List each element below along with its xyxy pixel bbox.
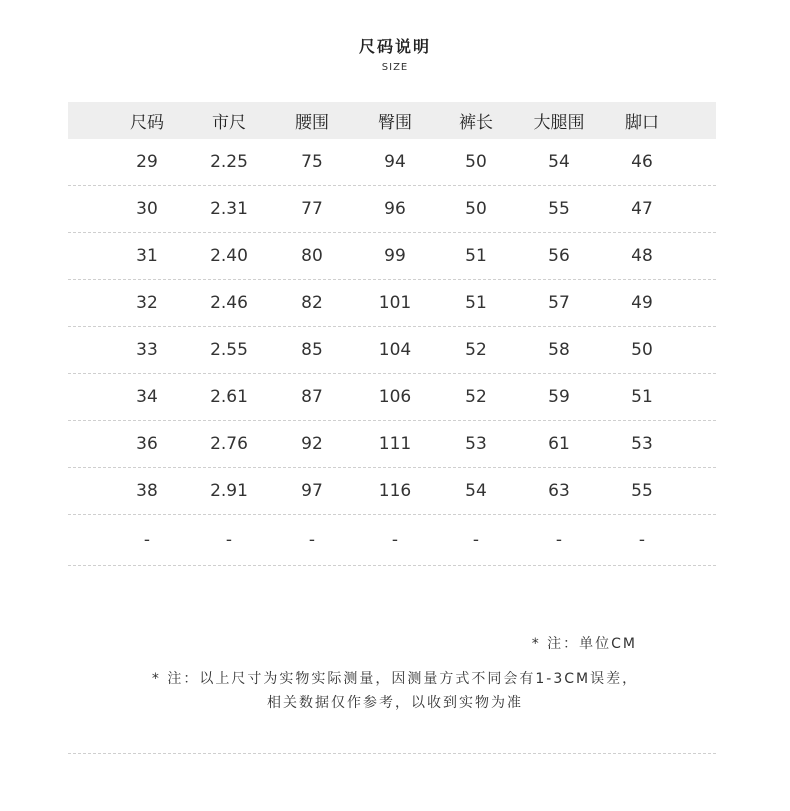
table-cell: 51 [465, 246, 487, 266]
table-cell: 63 [548, 481, 570, 501]
table-row [68, 139, 716, 186]
page-subtitle: SIZE [381, 62, 409, 73]
table-cell: 46 [631, 152, 653, 172]
table-cell: 33 [136, 340, 158, 360]
table-cell: 77 [301, 199, 323, 219]
table-cell: 82 [301, 293, 323, 313]
table-cell: 48 [631, 246, 653, 266]
table-cell: - [555, 530, 563, 550]
table-cell: - [225, 530, 233, 550]
table-cell: 80 [301, 246, 323, 266]
table-cell: 55 [631, 481, 653, 501]
table-cell: 47 [631, 199, 653, 219]
header-chi: 市尺 [212, 113, 246, 133]
table-row [68, 515, 716, 566]
table-cell: 94 [384, 152, 406, 172]
table-cell: 2.31 [210, 199, 248, 219]
table-cell: 51 [465, 293, 487, 313]
table-header-row [68, 102, 716, 139]
table-cell: 56 [548, 246, 570, 266]
table-cell: - [308, 530, 316, 550]
header-waist: 腰围 [295, 113, 329, 133]
table-cell: 50 [465, 152, 487, 172]
table-cell: 2.76 [210, 434, 248, 454]
table-row [68, 280, 716, 327]
table-cell: 54 [465, 481, 487, 501]
measurement-note-line-1: * 注：以上尺寸为实物实际测量，因测量方式不同会有1-3CM误差， [151, 671, 639, 687]
table-cell: 34 [136, 387, 158, 407]
table-cell: 31 [136, 246, 158, 266]
table-cell: 36 [136, 434, 158, 454]
header-hip: 臀围 [378, 113, 412, 133]
table-cell: 52 [465, 387, 487, 407]
table-cell: 2.61 [210, 387, 248, 407]
table-cell: 111 [378, 434, 412, 454]
unit-note: * 注：单位CM [531, 636, 637, 652]
header-thigh: 大腿围 [533, 113, 585, 133]
table-cell: 51 [631, 387, 653, 407]
table-cell: 104 [378, 340, 412, 360]
table-cell: 87 [301, 387, 323, 407]
table-row [68, 327, 716, 374]
table-cell: 55 [548, 199, 570, 219]
table-row [68, 186, 716, 233]
table-cell: 2.55 [210, 340, 248, 360]
table-cell: 75 [301, 152, 323, 172]
table-cell: - [391, 530, 399, 550]
table-cell: 97 [301, 481, 323, 501]
table-cell: 2.25 [210, 152, 248, 172]
table-cell: 61 [548, 434, 570, 454]
table-cell: 54 [548, 152, 570, 172]
measurement-note-line-2: 相关数据仅作参考，以收到实物为准 [267, 695, 523, 711]
table-cell: 29 [136, 152, 158, 172]
table-row [68, 421, 716, 468]
table-cell: 2.46 [210, 293, 248, 313]
table-cell: - [638, 530, 646, 550]
table-cell: 30 [136, 199, 158, 219]
table-cell: 85 [301, 340, 323, 360]
table-cell: 92 [301, 434, 323, 454]
table-cell: 106 [378, 387, 412, 407]
table-cell: 38 [136, 481, 158, 501]
table-cell: - [472, 530, 480, 550]
table-cell: 50 [631, 340, 653, 360]
size-table [68, 102, 716, 566]
table-cell: 49 [631, 293, 653, 313]
table-cell: 116 [378, 481, 412, 501]
header-hem: 脚口 [625, 113, 659, 133]
table-cell: - [143, 530, 151, 550]
table-cell: 53 [465, 434, 487, 454]
table-cell: 58 [548, 340, 570, 360]
header-size: 尺码 [130, 113, 164, 133]
table-cell: 59 [548, 387, 570, 407]
table-cell: 52 [465, 340, 487, 360]
table-cell: 101 [378, 293, 412, 313]
header-length: 裤长 [459, 113, 493, 133]
table-cell: 2.40 [210, 246, 248, 266]
table-cell: 50 [465, 199, 487, 219]
table-cell: 53 [631, 434, 653, 454]
table-cell: 2.91 [210, 481, 248, 501]
page-title: 尺码说明 [358, 37, 431, 56]
table-cell: 57 [548, 293, 570, 313]
table-cell: 32 [136, 293, 158, 313]
table-row [68, 374, 716, 421]
table-cell: 96 [384, 199, 406, 219]
table-cell: 99 [384, 246, 406, 266]
table-row [68, 468, 716, 515]
table-row [68, 233, 716, 280]
divider [68, 753, 716, 754]
